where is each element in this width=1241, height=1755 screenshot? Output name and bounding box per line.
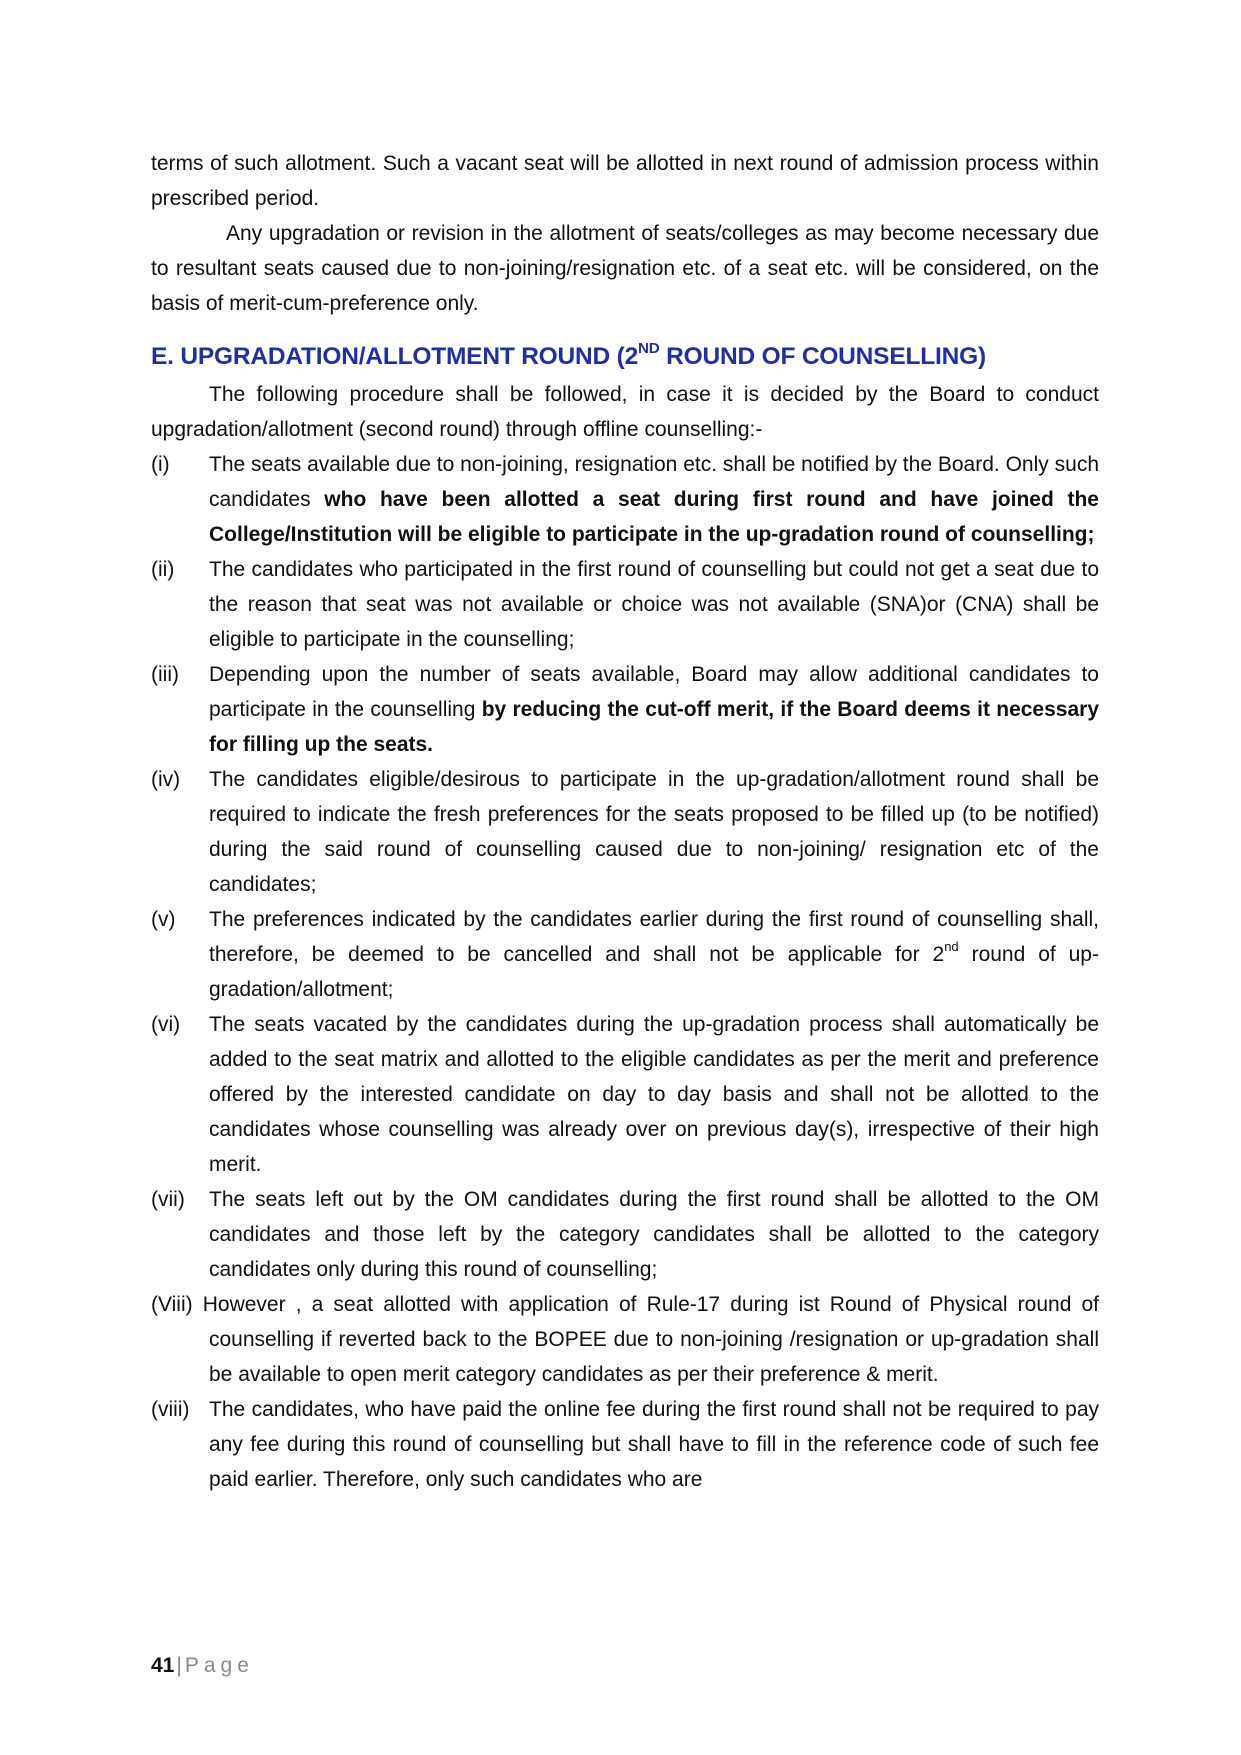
list-item-bold: who have been allotted a seat during first round and have joined the College/Institution will be eligible to participate in the up-gradation round of counselling;	[209, 488, 1099, 546]
page-footer	[151, 1651, 254, 1681]
section-lead: The following procedure shall be followed, in case it is decided by the Board to conduct upgradation/allotment (second round) through offline counselling:-	[151, 383, 1099, 441]
list-item	[151, 552, 1099, 657]
list-item-text: The candidates eligible/desirous to participate in the up-gradation/allotment round shall be required to indicate the fresh preferences for the seats proposed to be filled up (to be notified) during the said round of counselling caused due to non-joining/ resignation etc of the candidates;	[209, 768, 1099, 896]
list-item	[151, 1392, 1099, 1497]
list-item-number: (vi)	[151, 1013, 181, 1036]
list-item-number: (iv)	[151, 768, 181, 791]
list-item	[151, 657, 1099, 762]
list-item-plain: However , a seat allotted with application of Rule-17 during ist Round of Physical round of counselling if reverted back to the BOPEE due to non-joining /resignation or up-gradation shall be available to open merit category candidates as per their preference & merit.	[202, 1293, 1099, 1386]
list-item-sup: nd	[944, 939, 959, 955]
list-item-text	[209, 657, 1099, 762]
list-item	[151, 762, 1099, 902]
list-item-number: (vii)	[151, 1188, 185, 1211]
list-item-text: The seats left out by the OM candidates during the first round shall be allotted to the OM candidates and those left by the category candidates shall be allotted to the category candidates only during this round of counselling;	[209, 1188, 1099, 1281]
page-content	[151, 146, 1099, 1497]
list-item-text: The seats vacated by the candidates during the up-gradation process shall automatically be added to the seat matrix and allotted to the eligible candidates as per the merit and preference offered by the interested candidate on day to day basis and shall not be allotted to the candidates whose counselling was already over on previous day(s), irrespective of their high merit.	[209, 1013, 1099, 1176]
list-item-number: (viii)	[151, 1398, 190, 1421]
list-item	[151, 447, 1099, 552]
list-item-number: (i)	[151, 453, 170, 476]
footer-separator: |	[176, 1654, 182, 1677]
list-item-number: (v)	[151, 908, 176, 931]
list-item	[151, 1007, 1099, 1182]
list-item	[151, 1287, 1099, 1392]
section-heading-post: ROUND OF COUNSELLING)	[659, 343, 986, 370]
list-item	[151, 1182, 1099, 1287]
list-item-text	[209, 902, 1099, 1007]
list-item-plain: Depending upon the number of seats available, Board may allow additional candidates to participate in the counselling	[209, 663, 1099, 721]
list-item-text: The candidates, who have paid the online fee during the first round shall not be required to pay any fee during this round of counselling but shall have to fill in the reference code of such fee paid earlier. Therefore, only such candidates who are	[209, 1398, 1099, 1491]
intro-paragraph-1: terms of such allotment. Such a vacant seat will be allotted in next round of admission process within prescribed period.	[151, 152, 1099, 210]
list-item-number: (ii)	[151, 558, 175, 581]
page-number: 41	[151, 1654, 175, 1677]
list-item-number: (Viii)	[151, 1293, 193, 1316]
section-heading-pre: E. UPGRADATION/ALLOTMENT ROUND (2	[151, 343, 639, 370]
list-item-bold: by reducing the cut-off merit, if the Board deems it necessary for filling up the seats.	[209, 698, 1099, 756]
section-heading	[151, 339, 1099, 375]
list-item-plain: The seats available due to non-joining, resignation etc. shall be notified by the Board. Only such candidates	[209, 453, 1099, 511]
list-item-number: (iii)	[151, 663, 179, 686]
list-item-text	[209, 447, 1099, 552]
list-item-text: The candidates who participated in the first round of counselling but could not get a seat due to the reason that seat was not available or choice was not available (SNA)or (CNA) shall be eligible to participate in the counselling;	[209, 558, 1099, 651]
intro-paragraph-2: Any upgradation or revision in the allotment of seats/colleges as may become necessary due to resultant seats caused due to non-joining/resignation etc. of a seat etc. will be considered, on the basis of merit-cum-preference only.	[151, 222, 1099, 315]
section-heading-sup: ND	[638, 339, 660, 357]
list-item-text	[151, 1287, 1099, 1392]
list-item-plain: The preferences indicated by the candidates earlier during the first round of counselling shall, therefore, be deemed to be cancelled and shall not be applicable for 2	[209, 908, 1099, 966]
list-item-plain-2: round of up-gradation/allotment;	[209, 943, 1099, 1001]
page-label: Page	[184, 1654, 254, 1677]
list-item	[151, 902, 1099, 1007]
